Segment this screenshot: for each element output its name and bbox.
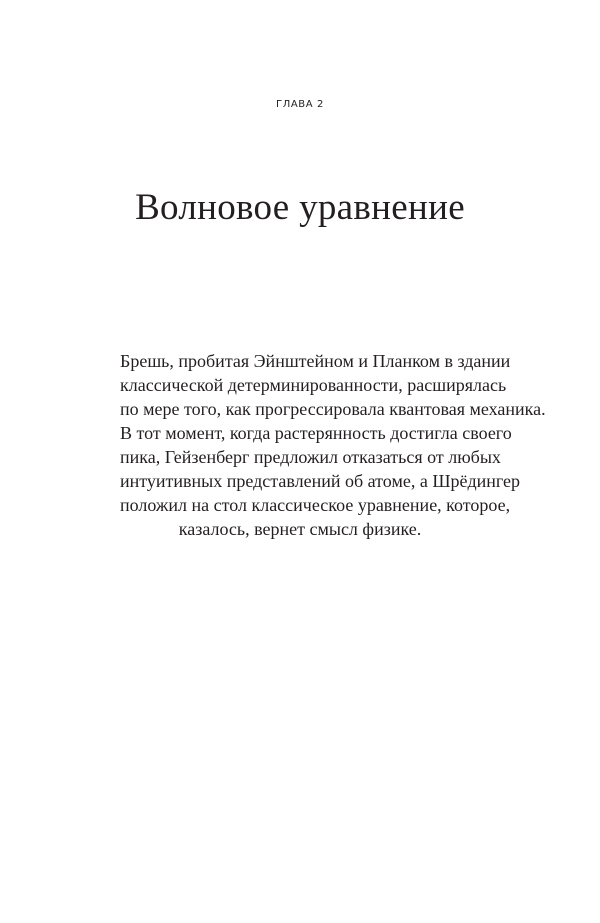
intro-line: интуитивных представлений об атоме, а Шрёдингер	[120, 471, 521, 491]
intro-line: Брешь, пробитая Эйнштейном и Планком в здании	[120, 351, 511, 371]
intro-line: казалось, вернет смысл физике.	[178, 519, 422, 539]
intro-line: классической детерминированности, расширялась	[120, 375, 507, 395]
chapter-number-label: ГЛАВА 2	[276, 99, 324, 110]
chapter-intro-paragraph	[120, 349, 546, 541]
intro-line: В тот момент, когда растерянность достигла своего	[120, 423, 512, 443]
intro-line: положил на стол классическое уравнение, которое,	[120, 495, 511, 515]
chapter-title: Волновое уравнение	[135, 187, 465, 228]
intro-line: по мере того, как прогрессировала квантовая механика.	[120, 399, 546, 419]
intro-line: пика, Гейзенберг предложил отказаться от любых	[120, 447, 501, 467]
